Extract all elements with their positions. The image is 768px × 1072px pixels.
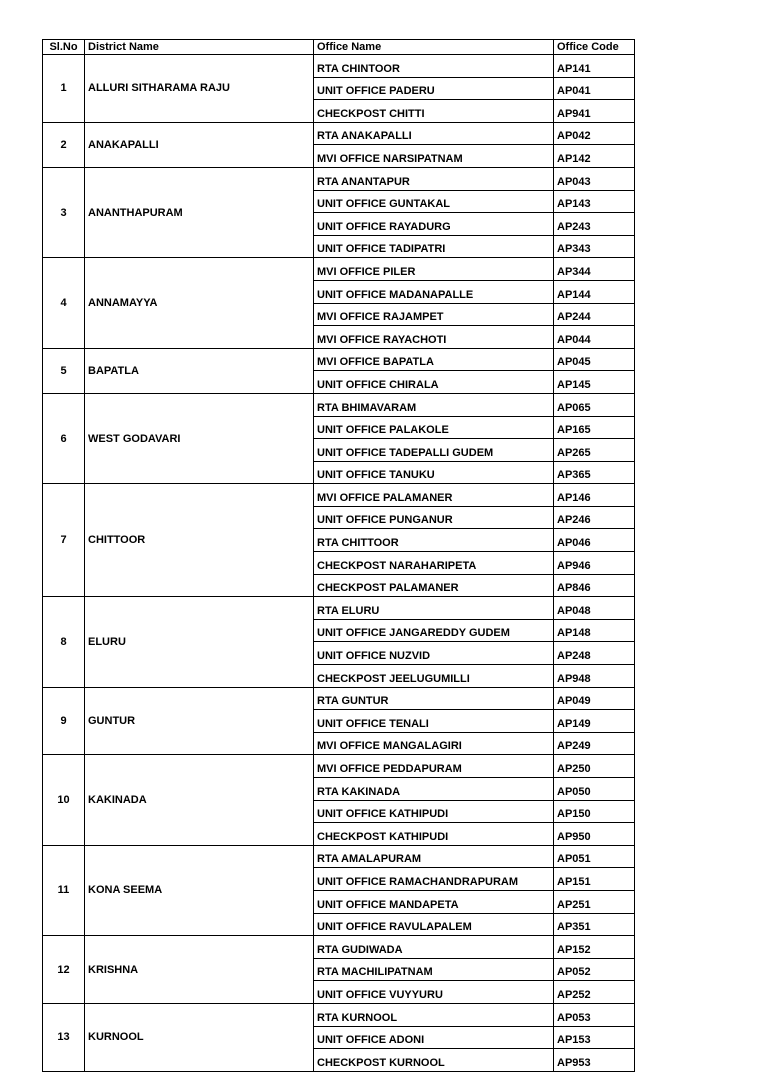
table-row [43,845,635,868]
table-row [43,755,635,778]
district-serial-number: 3 [43,167,85,257]
office-name: UNIT OFFICE RAMACHANDRAPURAM [314,868,554,891]
table-row [43,55,635,78]
office-code: AP043 [554,167,635,190]
district-serial-number: 1 [43,55,85,123]
office-code: AP953 [554,1049,635,1072]
office-code: AP165 [554,416,635,439]
header-row [43,40,635,55]
district-name: KAKINADA [85,755,314,845]
district-serial-number: 9 [43,687,85,755]
office-code: AP048 [554,597,635,620]
office-name: MVI OFFICE NARSIPATNAM [314,145,554,168]
office-name: MVI OFFICE PILER [314,258,554,281]
district-name: ANAKAPALLI [85,122,314,167]
district-serial-number: 10 [43,755,85,845]
table-row [43,597,635,620]
office-code: AP051 [554,845,635,868]
table-row [43,936,635,959]
district-serial-number: 8 [43,597,85,687]
district-name: ALLURI SITHARAMA RAJU [85,55,314,123]
office-name: CHECKPOST KATHIPUDI [314,823,554,846]
office-name: UNIT OFFICE VUYYURU [314,981,554,1004]
office-code: AP250 [554,755,635,778]
district-serial-number: 6 [43,393,85,483]
office-name: CHECKPOST KURNOOL [314,1049,554,1072]
office-name: UNIT OFFICE TADEPALLI GUDEM [314,439,554,462]
office-code: AP365 [554,461,635,484]
district-name: CHITTOOR [85,484,314,597]
office-name: CHECKPOST NARAHARIPETA [314,552,554,575]
office-code: AP042 [554,122,635,145]
office-code: AP142 [554,145,635,168]
office-name: RTA MACHILIPATNAM [314,958,554,981]
table-row [43,122,635,145]
office-code: AP149 [554,710,635,733]
office-name: RTA ANAKAPALLI [314,122,554,145]
district-name: ELURU [85,597,314,687]
office-name: UNIT OFFICE PALAKOLE [314,416,554,439]
office-name: MVI OFFICE MANGALAGIRI [314,732,554,755]
header-office-code: Office Code [554,40,635,55]
office-code: AP941 [554,100,635,123]
district-serial-number: 12 [43,936,85,1004]
office-name: UNIT OFFICE GUNTAKAL [314,190,554,213]
office-name: UNIT OFFICE RAVULAPALEM [314,913,554,936]
district-serial-number: 13 [43,1003,85,1071]
office-code: AP150 [554,800,635,823]
office-name: MVI OFFICE BAPATLA [314,348,554,371]
office-name: MVI OFFICE PEDDAPURAM [314,755,554,778]
office-name: CHECKPOST CHITTI [314,100,554,123]
table-row [43,258,635,281]
office-name: UNIT OFFICE NUZVID [314,642,554,665]
table-row [43,484,635,507]
district-name: BAPATLA [85,348,314,393]
office-name: UNIT OFFICE MADANAPALLE [314,280,554,303]
office-name: UNIT OFFICE JANGAREDDY GUDEM [314,619,554,642]
office-code: AP243 [554,213,635,236]
office-code: AP252 [554,981,635,1004]
district-name: KONA SEEMA [85,845,314,935]
office-code: AP065 [554,393,635,416]
office-name: RTA KURNOOL [314,1003,554,1026]
office-code: AP244 [554,303,635,326]
table-header [43,40,635,55]
office-code: AP049 [554,687,635,710]
header-district-name: District Name [85,40,314,55]
office-code-table [42,39,635,1072]
office-name: UNIT OFFICE PUNGANUR [314,506,554,529]
office-code: AP946 [554,552,635,575]
office-code: AP052 [554,958,635,981]
office-name: UNIT OFFICE RAYADURG [314,213,554,236]
district-name: KURNOOL [85,1003,314,1071]
office-code: AP053 [554,1003,635,1026]
district-name: ANANTHAPURAM [85,167,314,257]
table-row [43,348,635,371]
office-code: AP343 [554,235,635,258]
office-code: AP246 [554,506,635,529]
office-code: AP351 [554,913,635,936]
office-name: UNIT OFFICE MANDAPETA [314,890,554,913]
office-code: AP143 [554,190,635,213]
office-code: AP846 [554,574,635,597]
district-serial-number: 5 [43,348,85,393]
office-code: AP041 [554,77,635,100]
header-office-name: Office Name [314,40,554,55]
office-name: UNIT OFFICE TADIPATRI [314,235,554,258]
office-code: AP144 [554,280,635,303]
office-name: RTA ANANTAPUR [314,167,554,190]
office-name: RTA CHITTOOR [314,529,554,552]
district-name: ANNAMAYYA [85,258,314,348]
office-name: RTA ELURU [314,597,554,620]
office-code: AP248 [554,642,635,665]
office-name: UNIT OFFICE ADONI [314,1026,554,1049]
office-code: AP950 [554,823,635,846]
office-name: RTA KAKINADA [314,778,554,801]
office-name: UNIT OFFICE KATHIPUDI [314,800,554,823]
office-name: CHECKPOST JEELUGUMILLI [314,665,554,688]
office-name: UNIT OFFICE TANUKU [314,461,554,484]
table-row [43,1003,635,1026]
office-code: AP146 [554,484,635,507]
office-code: AP344 [554,258,635,281]
office-code: AP145 [554,371,635,394]
office-name: MVI OFFICE PALAMANER [314,484,554,507]
office-code: AP153 [554,1026,635,1049]
office-name: MVI OFFICE RAJAMPET [314,303,554,326]
district-serial-number: 7 [43,484,85,597]
office-name: RTA GUDIWADA [314,936,554,959]
office-code: AP948 [554,665,635,688]
office-name: RTA GUNTUR [314,687,554,710]
office-code: AP044 [554,326,635,349]
office-code: AP046 [554,529,635,552]
office-code: AP152 [554,936,635,959]
office-name: RTA AMALAPURAM [314,845,554,868]
district-name: KRISHNA [85,936,314,1004]
table-row [43,167,635,190]
office-code: AP151 [554,868,635,891]
office-code: AP141 [554,55,635,78]
office-code: AP148 [554,619,635,642]
office-name: UNIT OFFICE CHIRALA [314,371,554,394]
district-name: WEST GODAVARI [85,393,314,483]
office-name: RTA CHINTOOR [314,55,554,78]
office-name: UNIT OFFICE PADERU [314,77,554,100]
office-name: RTA BHIMAVARAM [314,393,554,416]
office-name: MVI OFFICE RAYACHOTI [314,326,554,349]
district-name: GUNTUR [85,687,314,755]
district-serial-number: 2 [43,122,85,167]
header-sl-no: Sl.No [43,40,85,55]
table-row [43,393,635,416]
table-row [43,687,635,710]
office-name: UNIT OFFICE TENALI [314,710,554,733]
office-code: AP045 [554,348,635,371]
district-serial-number: 4 [43,258,85,348]
district-serial-number: 11 [43,845,85,935]
table-body [43,55,635,1072]
office-code: AP265 [554,439,635,462]
office-code: AP050 [554,778,635,801]
office-name: CHECKPOST PALAMANER [314,574,554,597]
office-code: AP251 [554,890,635,913]
office-code: AP249 [554,732,635,755]
